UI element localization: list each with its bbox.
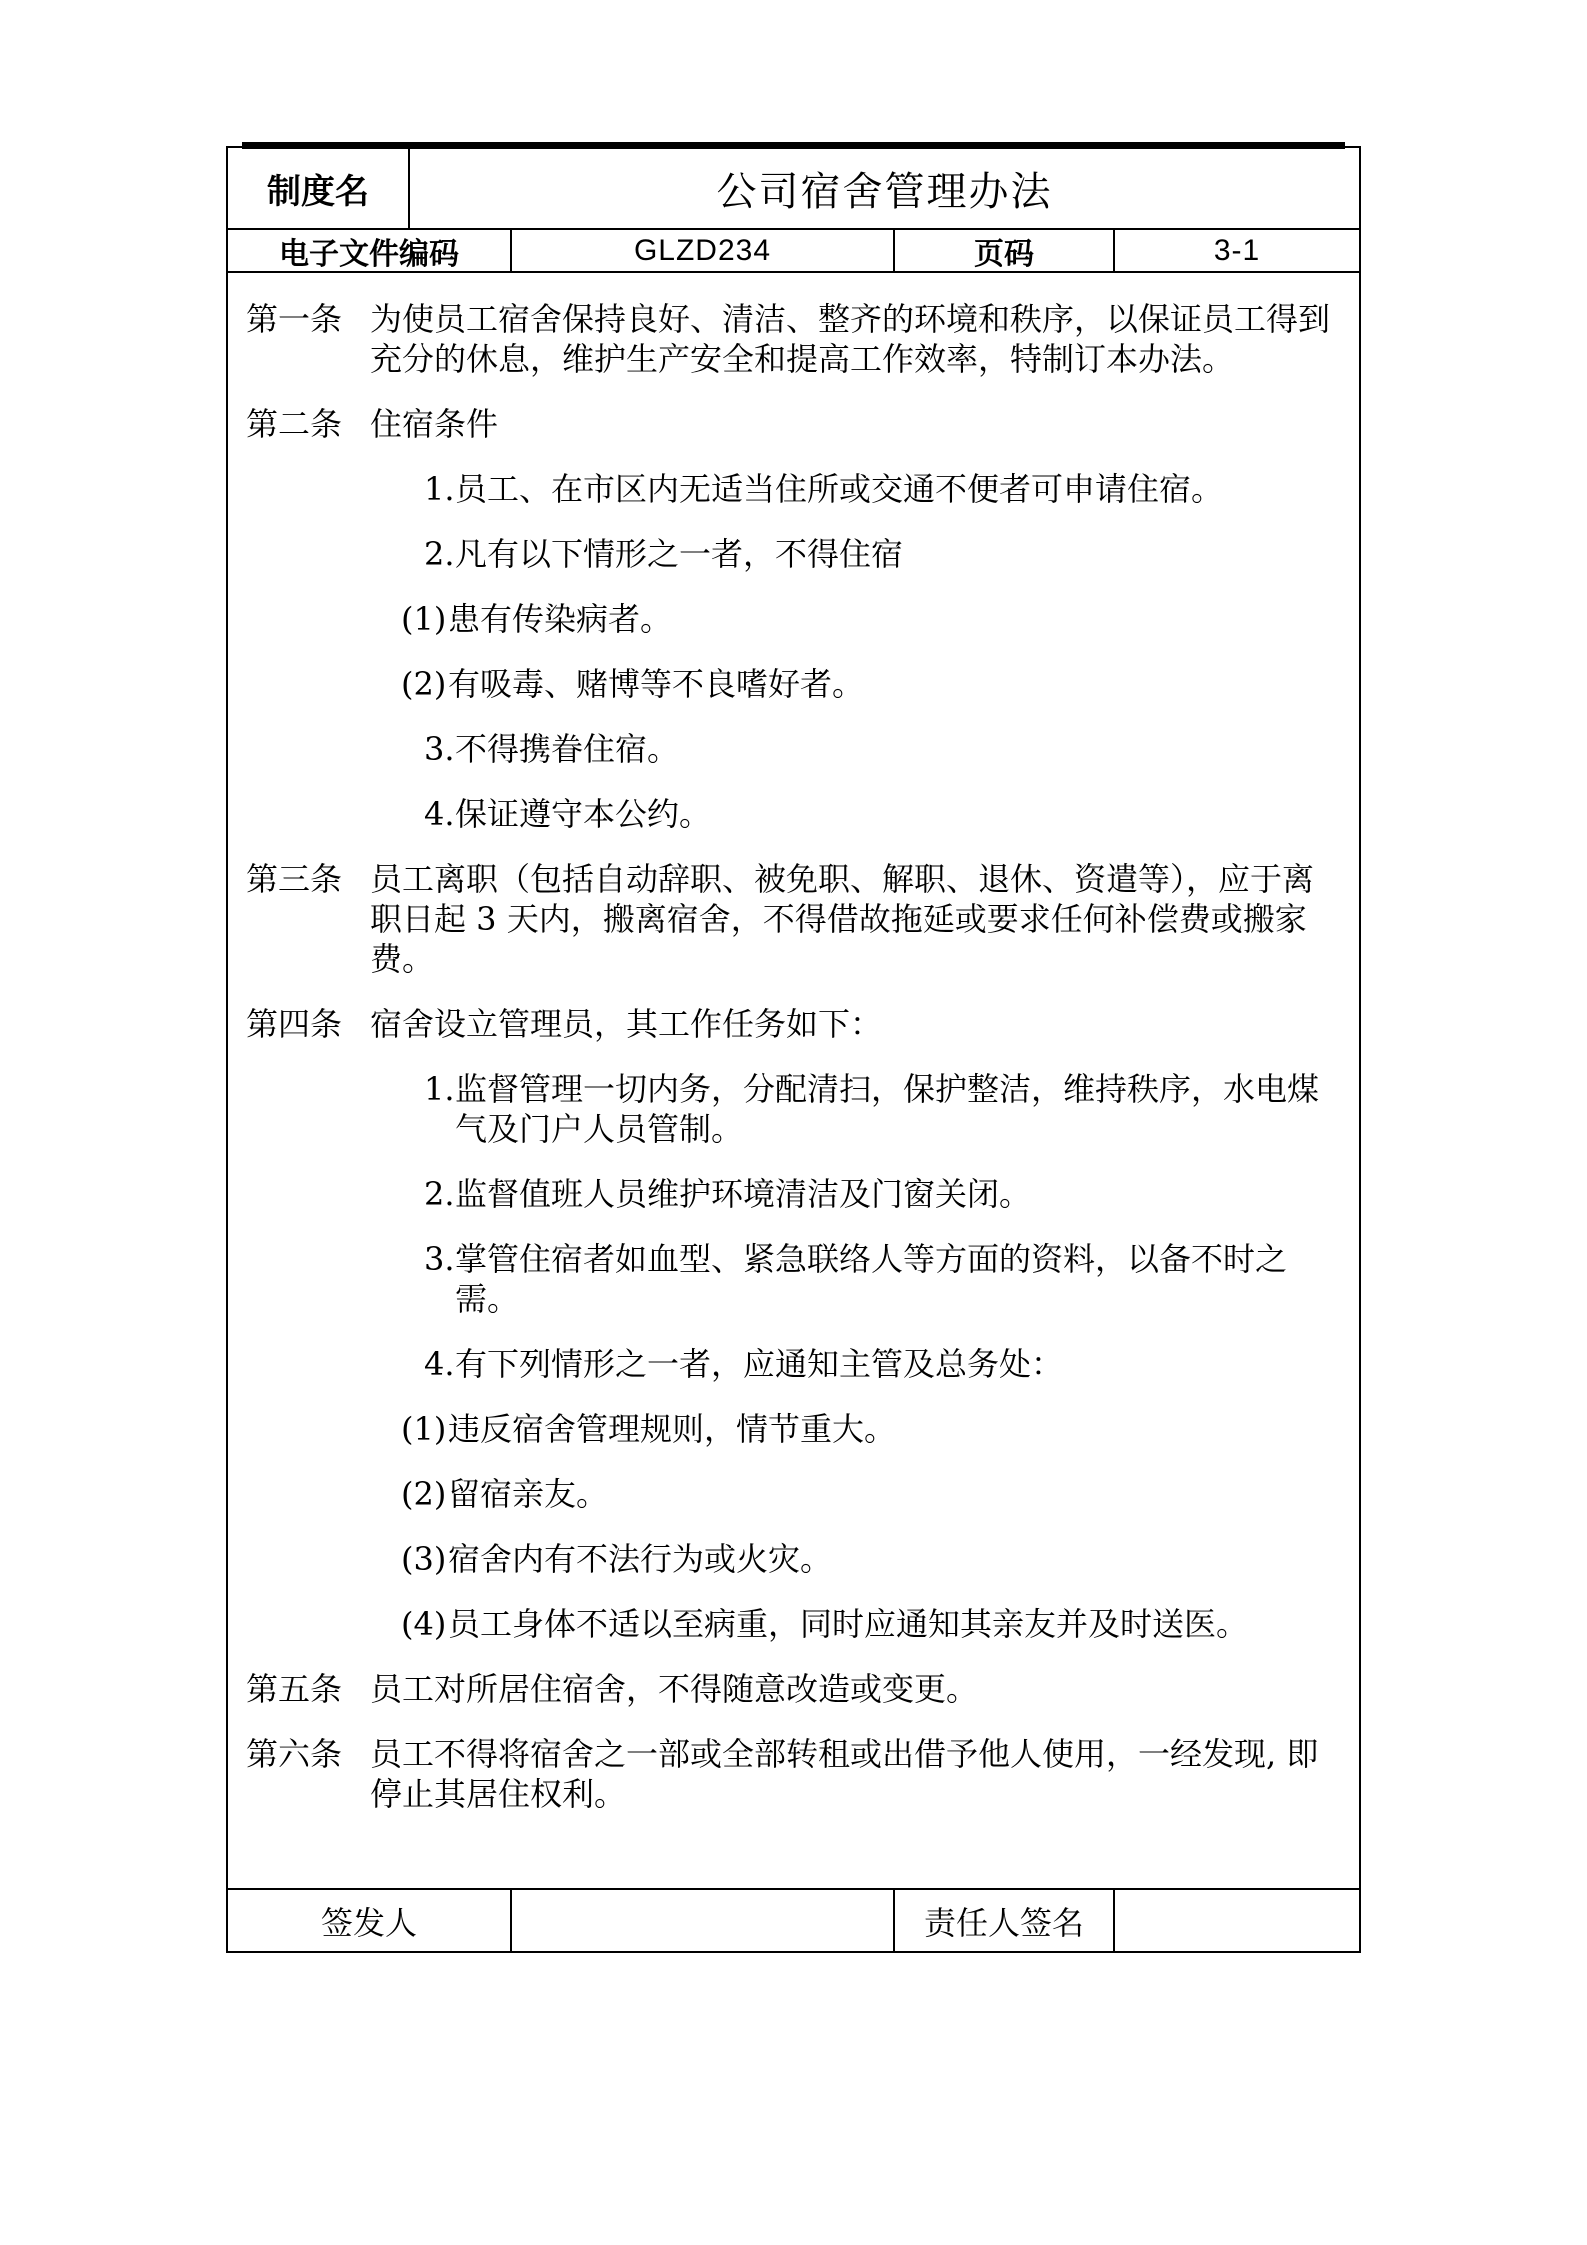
sub-list-item: [401, 664, 1343, 704]
issuer-value-cell: [512, 1890, 895, 1951]
responsible-signer-label: 责任人签名: [895, 1890, 1115, 1951]
article-row: [246, 1734, 1343, 1814]
sub-item-marker: (4): [401, 1605, 447, 1643]
item-text: 不得携眷住宿。: [455, 730, 680, 768]
sub-item-text: 宿舍内有不法行为或火灾。: [448, 1540, 833, 1578]
sub-item-text: 有吸毒、赌博等不良嗜好者。: [448, 665, 865, 703]
list-item: [424, 1174, 1343, 1214]
list-item: [424, 469, 1343, 509]
item-text: 掌管住宿者如血型、紧急联络人等方面的资料，以备不时之需。: [455, 1240, 1288, 1318]
item-marker: 2.: [424, 1175, 455, 1213]
item-text: 监督管理一切内务，分配清扫，保护整洁，维持秩序，水电煤气及门户人员管制。: [455, 1070, 1320, 1148]
article-row: [246, 299, 1343, 379]
article-text: 员工不得将宿舍之一部或全部转租或出借予他人使用，一经发现, 即停止其居住权利。: [370, 1735, 1319, 1813]
article-6: [246, 1734, 1343, 1814]
list-item: [424, 729, 1343, 769]
article-row: [246, 859, 1343, 979]
article-1: [246, 299, 1343, 379]
article-text: 员工离职（包括自动辞职、被免职、解职、退休、资遣等），应于离职日起 3 天内，搬离宿舍，不得借故拖延或要求任何补偿费或搬家费。: [370, 860, 1315, 978]
item-text: 员工、在市区内无适当住所或交通不便者可申请住宿。: [455, 470, 1224, 508]
article-label: 第一条: [246, 300, 343, 338]
list-item: [424, 1069, 1343, 1149]
sub-item-text: 违反宿舍管理规则，情节重大。: [448, 1410, 897, 1448]
sub-item-text: 患有传染病者。: [448, 600, 673, 638]
sub-item-marker: (1): [401, 600, 447, 638]
sub-item-text: 员工身体不适以至病重，同时应通知其亲友并及时送医。: [448, 1605, 1249, 1643]
article-text: 宿舍设立管理员，其工作任务如下：: [370, 1005, 883, 1043]
item-marker: 3.: [424, 730, 455, 768]
article-5: [246, 1669, 1343, 1709]
regulation-table: [226, 146, 1361, 1953]
item-text: 凡有以下情形之一者，不得住宿: [455, 535, 904, 573]
article-label: 第四条: [246, 1005, 343, 1043]
article-2: [246, 404, 1343, 834]
file-code-label: 电子文件编码: [228, 230, 512, 271]
file-code-value: GLZD234: [512, 230, 895, 271]
item-marker: 2.: [424, 535, 455, 573]
article-text: 员工对所居住宿舍，不得随意改造或变更。: [370, 1670, 979, 1708]
article-text: 住宿条件: [370, 405, 499, 443]
item-marker: 1.: [424, 1070, 455, 1108]
item-marker: 4.: [424, 795, 455, 833]
sub-list-item: [401, 1474, 1343, 1514]
list-item: [424, 1344, 1343, 1384]
page-number-label: 页码: [895, 230, 1115, 271]
sub-list-item: [401, 599, 1343, 639]
sub-item-text: 留宿亲友。: [448, 1475, 609, 1513]
sub-item-marker: (3): [401, 1540, 447, 1578]
item-text: 有下列情形之一者，应通知主管及总务处：: [455, 1345, 1064, 1383]
sub-list-item: [401, 1604, 1343, 1644]
article-text: 为使员工宿舍保持良好、清洁、整齐的环境和秩序，以保证员工得到充分的休息，维护生产安全和提高工作效率，特制订本办法。: [370, 300, 1331, 378]
signature-row: [228, 1888, 1359, 1951]
list-item: [424, 794, 1343, 834]
responsible-signer-value-cell: [1115, 1890, 1359, 1951]
item-text: 保证遵守本公约。: [455, 795, 712, 833]
item-marker: 3.: [424, 1240, 455, 1278]
article-row: [246, 1669, 1343, 1709]
list-item: [424, 534, 1343, 574]
list-item: [424, 1239, 1343, 1319]
item-text: 监督值班人员维护环境清洁及门窗关闭。: [455, 1175, 1032, 1213]
top-accent-bar: [242, 142, 1345, 149]
article-label: 第五条: [246, 1670, 343, 1708]
sub-item-marker: (2): [401, 1475, 447, 1513]
issuer-label: 签发人: [228, 1890, 512, 1951]
article-3: [246, 859, 1343, 979]
document-title: 公司宿舍管理办法: [716, 169, 1053, 214]
sub-list-item: [401, 1409, 1343, 1449]
sub-list-item: [401, 1539, 1343, 1579]
article-4: [246, 1004, 1343, 1644]
title-row: [228, 148, 1359, 230]
article-row: [246, 1004, 1343, 1044]
system-name-label: 制度名: [228, 148, 410, 228]
item-marker: 1.: [424, 470, 455, 508]
article-row: [246, 404, 1343, 444]
sub-item-marker: (2): [401, 665, 447, 703]
item-marker: 4.: [424, 1345, 455, 1383]
article-label: 第六条: [246, 1735, 343, 1773]
document-body: [228, 273, 1359, 1888]
article-label: 第三条: [246, 860, 343, 898]
sub-item-marker: (1): [401, 1410, 447, 1448]
meta-row: [228, 230, 1359, 273]
page-number-value: 3-1: [1213, 233, 1261, 267]
article-label: 第二条: [246, 405, 343, 443]
